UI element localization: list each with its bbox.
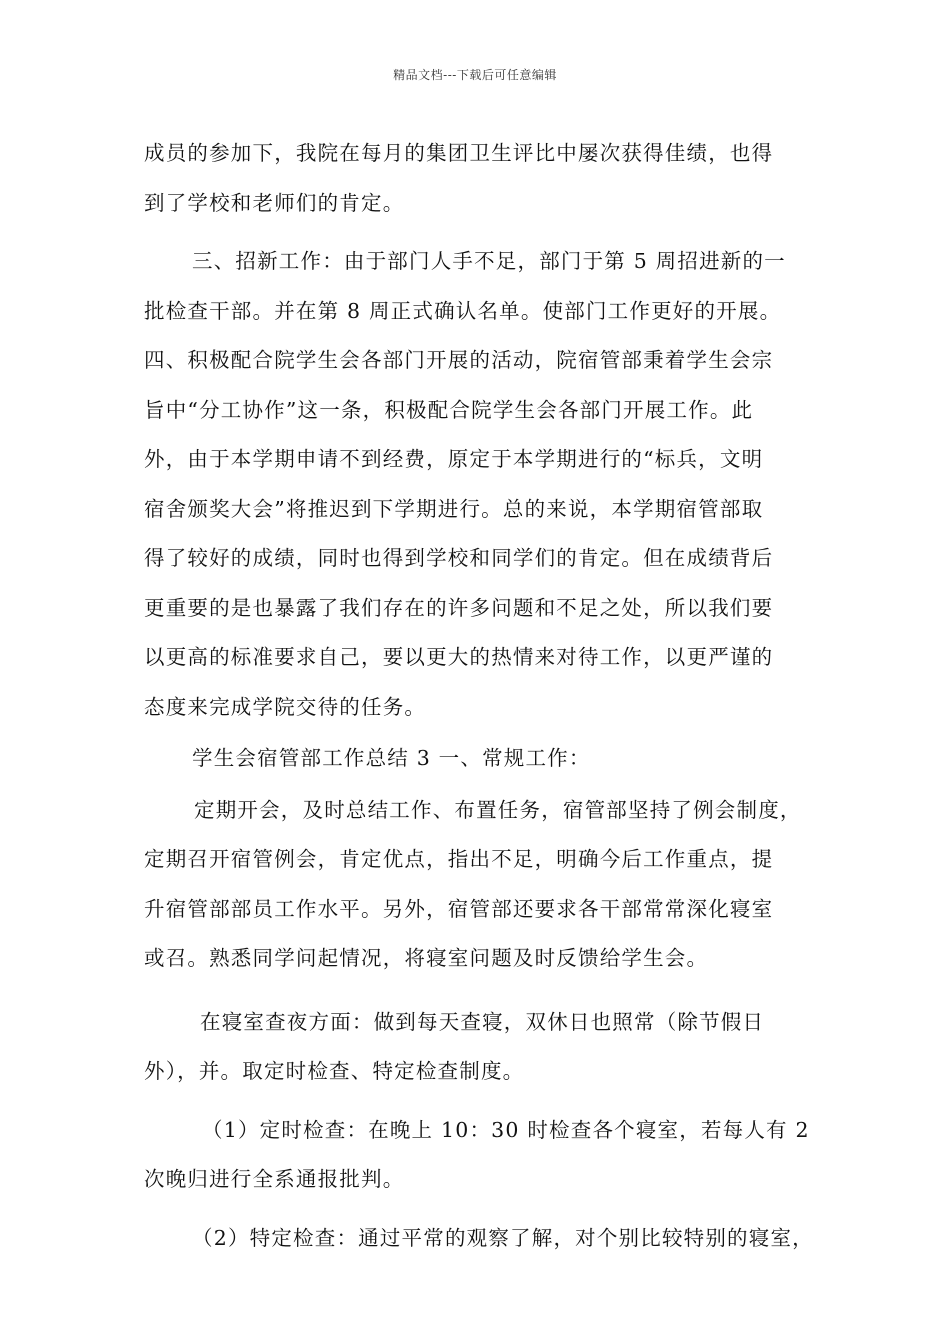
text-line: 次晚归进行全系通报批判。 [144, 1167, 405, 1191]
paragraph-line: （2）特定检查：通过平常的观察了解，对个别比较特别的寝室， [192, 1225, 814, 1250]
paragraph-line: 在寝室查夜方面：做到每天查寝，双休日也照常（除节假日 [200, 1009, 765, 1034]
paragraph-line: 三、招新工作：由于部门人手不足，部门于第 5 周招进新的一 [192, 249, 786, 273]
text-line: 态度来完成学院交待的任务。 [144, 694, 427, 719]
text-line: 到了学校和老师们的肯定。 [144, 190, 405, 215]
text-line: 成员的参加下，我院在每月的集团卫生评比中屡次获得佳绩，也得 [144, 141, 774, 165]
text-line: 宿舍颁奖大会”将推迟到下学期进行。总的来说，本学期宿管部取 [144, 496, 764, 521]
text-line: 定期召开宿管例会，肯定优点，指出不足，明确今后工作重点，提 [144, 847, 774, 871]
text-line: 旨中“分工协作”这一条，积极配合院学生会各部门开展工作。此 [144, 397, 754, 422]
paragraph-line: （1）定时检查：在晚上 10：30 时检查各个寝室，若每人有 2 [202, 1117, 810, 1142]
text-line: 或召。熟悉同学问起情况，将寝室问题及时反馈给学生会。 [144, 946, 709, 970]
text-line: 外，由于本学期申请不到经费，原定于本学期进行的“标兵，文明 [144, 447, 764, 471]
section-heading-line: 学生会宿管部工作总结 3 一、常规工作： [192, 746, 591, 770]
text-line: 以更高的标准要求自己，要以更大的热情来对待工作，以更严谨的 [144, 645, 774, 669]
paragraph-line: 定期开会，及时总结工作、布置任务，宿管部坚持了例会制度， [194, 797, 802, 822]
document-body [144, 129, 824, 1263]
text-line: 四、积极配合院学生会各部门开展的活动，院宿管部秉着学生会宗 [144, 348, 774, 372]
text-line: 批检查干部。并在第 8 周正式确认名单。使部门工作更好的开展。 [144, 298, 782, 323]
page-header: 精品文档---下载后可任意编辑 [393, 68, 557, 82]
text-line: 升宿管部部员工作水平。另外，宿管部还要求各干部常常深化寝室 [144, 896, 774, 921]
text-line: 得了较好的成绩，同时也得到学校和同学们的肯定。但在成绩背后 [144, 546, 774, 570]
text-line: 外），并。取定时检查、特定检查制度。 [144, 1059, 525, 1083]
text-line: 更重要的是也暴露了我们存在的许多问题和不足之处，所以我们要 [144, 595, 774, 620]
